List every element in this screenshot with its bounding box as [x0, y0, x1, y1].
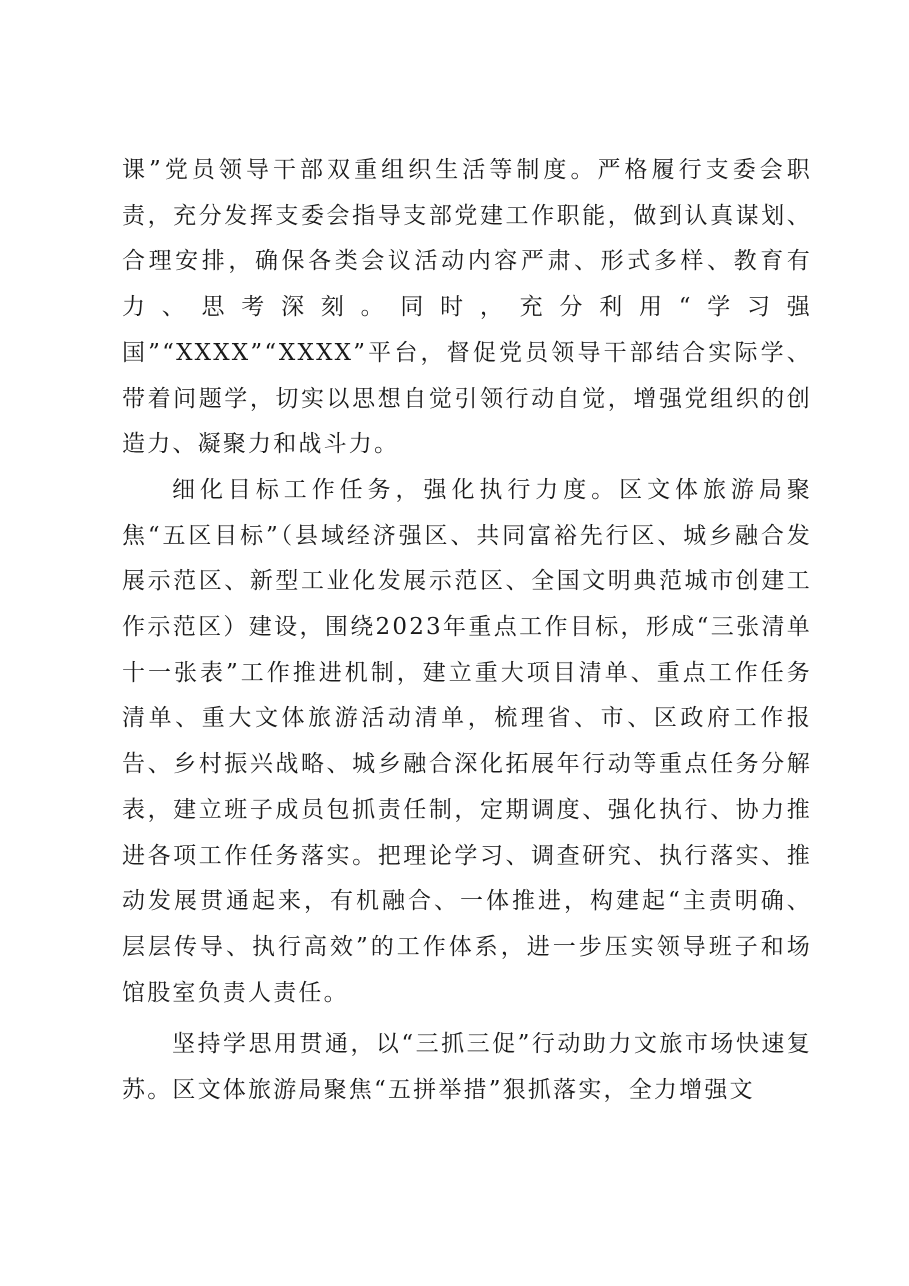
paragraph-3: 坚持学思用贯通，以“三抓三促”行动助力文旅市场快速复苏。区文体旅游局聚焦“五拼举措”狠抓落实，全力增强文: [122, 1031, 812, 1104]
document-body: [122, 148, 812, 1114]
paragraph-2: 细化目标工作任务，强化执行力度。区文体旅游局聚焦“五区目标”（县域经济强区、共同富裕先行区、城乡融合发展示范区、新型工业化发展示范区、全国文明典范城市创建工作示范区）建设，围绕2023年重点工作目标，形成“三张清单十一张表”工作推进机制，建立重大项目清单、重点工作任务清单、重大文体旅游活动清单，梳理省、市、区政府工作报告、乡村振兴战略、城乡融合深化拓展年行动等重点任务分解表，建立班子成员包抓责任制，定期调度、强化执行、协力推进各项工作任务落实。把理论学习、调查研究、执行落实、推动发展贯通起来，有机融合、一体推进，构建起“主责明确、层层传导、执行高效”的工作体系，进一步压实领导班子和场馆股室负责人责任。: [122, 476, 812, 1006]
paragraph-1: 课”党员领导干部双重组织生活等制度。严格履行支委会职责，充分发挥支委会指导支部党建工作职能，做到认真谋划、合理安排，确保各类会议活动内容严肃、形式多样、教育有力、思考深刻。同时，充分利用“学习强国”“XXXX”“XXXX”平台，督促党员领导干部结合实际学、带着问题学，切实以思想自觉引领行动自觉，增强党组织的创造力、凝聚力和战斗力。: [122, 157, 812, 458]
